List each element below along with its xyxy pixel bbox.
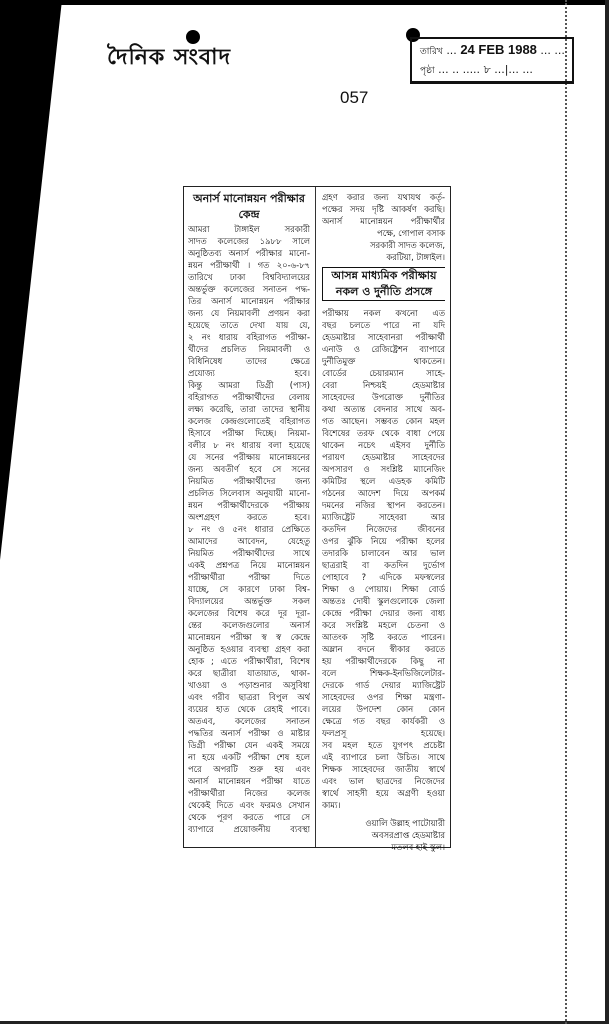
letter-text-line: শিক্ষা ও পোয়ায়। শিক্ষা বোর্ড xyxy=(322,584,445,594)
letter-signature xyxy=(322,817,445,853)
letter-text-line: অনার্স মানোন্নয়ন পরীক্ষার্থীর xyxy=(322,216,445,226)
letter-text-line: স্বার্থে সাহসী হয়ে অগ্রণী হওয়া xyxy=(322,788,445,798)
letter-text-line: বছর চলতে পারে না যদি xyxy=(322,320,445,330)
letter-text-line: বিদ্যালয়ের অন্তর্ভুক্ত সকল xyxy=(188,596,310,606)
letter-text-line: গঠনের আদেশ দিয়ে অপকর্ম xyxy=(322,488,445,498)
letter-text-line: কলেজ কেন্দ্রগুলোতেই বহিরাগত xyxy=(188,416,310,426)
letter-text-line: লক্ষ্য করেছি, তারা তাদের স্থানীয় xyxy=(188,404,310,414)
letter-text-line: সাদত কলেজের ১৯৮৮ সালে xyxy=(188,236,310,246)
letter-text-line: সাহেবদের ওপর শিক্ষা মন্ত্রণা- xyxy=(322,692,445,702)
letter-text-line: কাম্য। xyxy=(322,800,341,810)
letter-column-right xyxy=(322,191,445,853)
letter-text-line: এই ব্যাপারে চলা উচিত। সাথে xyxy=(322,752,445,762)
letter-text-line: অন্ততঃ দোষী স্কুলগুলোকে জেলা xyxy=(322,596,445,606)
letter-text-line: ২ নং ধারায় বহিরাগত পরীক্ষা- xyxy=(188,332,310,342)
letter-text-line: দেরকে গার্ড দেয়ার ম্যাজিষ্ট্রেট xyxy=(322,680,445,690)
letter-text-line: পদ্ধতির অনার্স পরীক্ষা ও মাষ্টার xyxy=(188,728,310,738)
letter-text-line: বেরা নিশ্চয়ই হেডমাষ্টার xyxy=(322,380,445,390)
letter-text-line: প্রচলিত সিলেবাস অনুযায়ী মানো- xyxy=(188,488,310,498)
letter-text-line: ওপর ঝুঁকি নিয়ে পরীক্ষা হলের xyxy=(322,536,445,546)
letter-text-line: এবং ভাল ছাত্রদের নিজেদের xyxy=(322,776,445,786)
signature-line: মতলব হাই স্কুল। xyxy=(391,842,445,852)
letter-text-line: ন্নয়ন পরীক্ষার্থীদেরকে পরীক্ষায় xyxy=(188,500,310,510)
letter-text-line: তারিখে ঢাকা বিশ্ববিদ্যালয়ের xyxy=(188,272,310,282)
letter-text-line: গ্রহণ করার জন্য যথাযথ কর্তৃ- xyxy=(322,192,445,202)
letter-text-line: পরে অপরটি শুরু হয় এবং xyxy=(188,764,310,774)
letter-text-line: যাচ্ছে, সে কারণে ঢাকা বিশ্ব- xyxy=(188,584,310,594)
letter-text-line: পক্ষের সদয় দৃষ্টি আকর্ষণ করছি। xyxy=(322,204,445,214)
letter-text-line: থেকেই দিতে এবং ফরমও সেখান xyxy=(188,800,310,810)
page-number: 057 xyxy=(340,88,369,107)
letter-text-line: কমিটির স্থলে এডহক কমিটি xyxy=(322,476,445,486)
letter-title-line: অনার্স মানোন্নয়ন পরীক্ষার xyxy=(193,192,305,205)
letter-text-line: ৮ নং ও ৫নং ধারার প্রেক্ষিতে xyxy=(188,524,310,534)
date-stamp: তারিখ ... 24 FEB 1988 ... ... পৃষ্ঠা ... .. ..... ৮ ...|... ... xyxy=(410,37,574,84)
letter-text-line: সাহেবদের উপরোক্ত দুর্নীতির xyxy=(322,392,445,402)
letter-text-line: বলে শিক্ষক-ইনভিজিলেটার- xyxy=(322,668,445,678)
letter-text-line: লয়ের উপদেশ কোন কোন xyxy=(322,704,445,714)
letter-text-line: পরীক্ষার্থীরা নিজের কলেজ xyxy=(188,788,310,798)
page-value: ৮ xyxy=(483,63,491,76)
date-label: তারিখ xyxy=(420,47,443,57)
page-label: পৃষ্ঠা xyxy=(420,66,435,76)
newspaper-masthead: দৈনিক সংবাদ xyxy=(107,45,232,70)
letter-text-line: অনুষ্ঠিতব্য অনার্স পরীক্ষার মানো- xyxy=(188,248,310,258)
scan-edge-left xyxy=(0,0,70,600)
letter-text-line: সব মহল হতে যুগপৎ প্রচেষ্টা xyxy=(322,740,445,750)
letter-text-line: করে ছাত্রীরা যাতায়াত, থাকা- xyxy=(188,668,310,678)
signature-line: ওয়ালি উল্লাহ পাটোয়ারী xyxy=(365,818,445,828)
letter-text-line: জন্য অবতীর্ণ হবে সে সনের xyxy=(188,464,310,474)
letter-title xyxy=(322,267,445,301)
column-divider xyxy=(315,187,316,847)
letter-text-line: দমনের নজির স্থাপন করতেন। xyxy=(322,500,445,510)
letter-text-line: একই প্রশ্নপত্র নিয়ে মানোন্নয়ন xyxy=(188,560,310,570)
letter-text-line: দুর্নীতিমুক্ত থাকতেন। xyxy=(322,356,445,366)
letter-text-line: বলীর ৮ নং ধারায় বলা হয়েছে xyxy=(188,440,310,450)
letter-text-line: কিন্তু আমরা ডিগ্রী (পাস) xyxy=(188,380,310,390)
letter-text-line: প্রযোজ্য হবে। xyxy=(188,368,310,378)
letter-text-line: ব্যাপারে প্রয়োজনীয় ব্যবস্থা xyxy=(188,824,310,834)
signature-line: সরকারী সাদত কলেজ, xyxy=(369,240,445,250)
letter-text-line: না হয়ে একটি পরীক্ষা শেষ হলে xyxy=(188,752,310,762)
fold-line xyxy=(565,0,567,1024)
letter-text-line: কতদিন নিজেদের জীবনের xyxy=(322,524,445,534)
letter-text-line: অনার্স মানোন্নয়ন পরীক্ষা যাতে xyxy=(188,776,310,786)
letter-text-line: অম্লান বদনে স্বীকার করতে xyxy=(322,644,445,654)
signature-line: অবসরপ্রাপ্ত হেডমাষ্টার xyxy=(371,830,445,840)
letter-text-line: বিশেষের তরফ থেকে বাধা পেয়ে xyxy=(322,428,445,438)
letter-text-line: মানোন্নয়ন পরীক্ষা স্ব স্ব কেন্দ্রে xyxy=(188,632,310,642)
letter-text-line: আমাদের আবেদন, যেহেতু xyxy=(188,536,310,546)
letter-text-line: এবং গরীব ছাত্ররা বিপুল অর্থ xyxy=(188,692,310,702)
letter-text-line: পোহাবে ? এদিকে মফস্বলের xyxy=(322,572,445,582)
letter-text-line: কলেজের বিশেষ করে দূর দূরা- xyxy=(188,608,310,618)
letter-text-line: ব্যয়ের হাত থেকে রেহাই পাবে। xyxy=(188,704,310,714)
letter-text-line: তির অনার্স মানোন্নয়ন পরীক্ষার xyxy=(188,296,310,306)
letter-text-line: বিধিনিষেধ তাদের ক্ষেত্রে xyxy=(188,356,310,366)
letter-text-line: তদারকি চালাবেন আর ভাল xyxy=(322,548,445,558)
letter-text-line: পরীক্ষার্থীরা পরীক্ষা দিতে xyxy=(188,572,310,582)
letter-text-line: হোক ; এতে পরীক্ষার্থীরা, বিশেষ xyxy=(188,656,310,666)
letter-text-line: ন্নয়ন পরীক্ষার্থী । গত ২০-৬-৮৭ xyxy=(188,260,310,270)
letter-text-line: অংশগ্রহণ করতে হবে। xyxy=(188,512,310,522)
letter-text-line: অনুষ্ঠিত হওয়ার ব্যবস্থা গ্রহণ করা xyxy=(188,644,310,654)
letter-text-line: জন্য যে নিয়মাবলী প্রণয়ন করা xyxy=(188,308,310,318)
letter-title-line: কেন্দ্র xyxy=(238,208,260,221)
letter-text-line: নিয়মিত পরীক্ষার্থীদের জন্য xyxy=(188,476,310,486)
letter-text-line: আমরা টাঙ্গাইল সরকারী xyxy=(188,224,310,234)
letter-signature xyxy=(322,227,445,263)
signature-line: করটিয়া, টাঙ্গাইল। xyxy=(386,252,445,262)
signature-line: পক্ষে, গোপাল বসাক xyxy=(377,228,445,238)
letter-title-line: নকল ও দুর্নীতি প্রসঙ্গে xyxy=(335,285,433,298)
letter-text-line: পরীক্ষায় নকল কখনো এত xyxy=(322,308,445,318)
letter-text-line: যে সনের পরীক্ষায় মানোন্নয়নের xyxy=(188,452,310,462)
letter-text-line: বোর্ডের চেয়ারম্যান সাহে- xyxy=(322,368,445,378)
letter-text-line: ছাত্ররাই বা কতদিন দুর্ভোগ xyxy=(322,560,445,570)
letter-text-line: ন্তের কলেজগুলোর অনার্স xyxy=(188,620,310,630)
letter-text-line: পরায়ণ হেডমাষ্টার সাহেবদের xyxy=(322,452,445,462)
letter-text-line: ক্ষেত্রে গত বছর কার্যকরী ও xyxy=(322,716,445,726)
letter-text-line: খাওয়া ও পড়াশুনার অসুবিধা xyxy=(188,680,310,690)
letter-title-line: আসন্ন মাধ্যমিক পরীক্ষায় xyxy=(331,269,437,282)
letter-text-line: হেডমাষ্টার সাহেবানরা পরীক্ষার্থী xyxy=(322,332,445,342)
date-value: 24 FEB 1988 xyxy=(460,42,537,57)
letter-column-left xyxy=(188,191,310,835)
letter-text-line: ফলপ্রসূ হয়েছে। xyxy=(322,728,445,738)
letter-text-line: কেন্দ্রে পরীক্ষা দেয়ার জন্য বাধ্য xyxy=(322,608,445,618)
scan-edge-right xyxy=(605,0,609,1024)
letter-text-line: হয় পরীক্ষার্থীদেরকে কিছু না xyxy=(322,656,445,666)
letter-text-line: ম্যাজিষ্ট্রেট সাহেবরা আর xyxy=(322,512,445,522)
letter-text-line: করে সংশ্লিষ্ট মহলে চেতনা ও xyxy=(322,620,445,630)
letter-text-line: থাকেন নচেৎ এইসব দুর্নীতি xyxy=(322,440,445,450)
letter-text-line: এনাউ ও রেজিষ্ট্রেশন ব্যাপারে xyxy=(322,344,445,354)
scan-edge-top xyxy=(0,0,609,5)
letter-text-line: থেকে পূরণ করতে পারে সে xyxy=(188,812,310,822)
letter-text-line: হয়েছে তাতে দেখা যায় যে, xyxy=(188,320,310,330)
letter-text-line: নিয়মিত পরীক্ষার্থীদের সাথে xyxy=(188,548,310,558)
letter-text-line: র্থীদের প্রচলিত নিয়মাবলী ও xyxy=(188,344,310,354)
letter-text-line: বহিরাগত পরীক্ষার্থীদের বেলায় xyxy=(188,392,310,402)
letter-text-line: গত আছেন। সম্ভবত কোন মহল xyxy=(322,416,445,426)
letter-text-line: অন্তর্ভুক্ত কলেজের সনাতন পদ্ধ- xyxy=(188,284,310,294)
letter-text-line: আতংক সৃষ্টি করতে পারেন। xyxy=(322,632,445,642)
letter-text-line: অতএব, কলেজের সনাতন xyxy=(188,716,310,726)
newspaper-clipping xyxy=(183,186,451,852)
letter-text-line: অপসারণ ও সংশ্লিষ্ট ম্যানেজিং xyxy=(322,464,445,474)
letter-text-line: শিক্ষক সাহেবদের জাতীয় স্বার্থে xyxy=(322,764,445,774)
letter-text-line: ডিগ্রী পরীক্ষা যেন একই সময়ে xyxy=(188,740,310,750)
letter-text-line: হিসাবে পরীক্ষা দিচ্ছে। নিয়মা- xyxy=(188,428,310,438)
letter-title xyxy=(188,191,310,223)
letter-text-line: কথা অত্যন্ত বেদনার সাথে অব- xyxy=(322,404,445,414)
